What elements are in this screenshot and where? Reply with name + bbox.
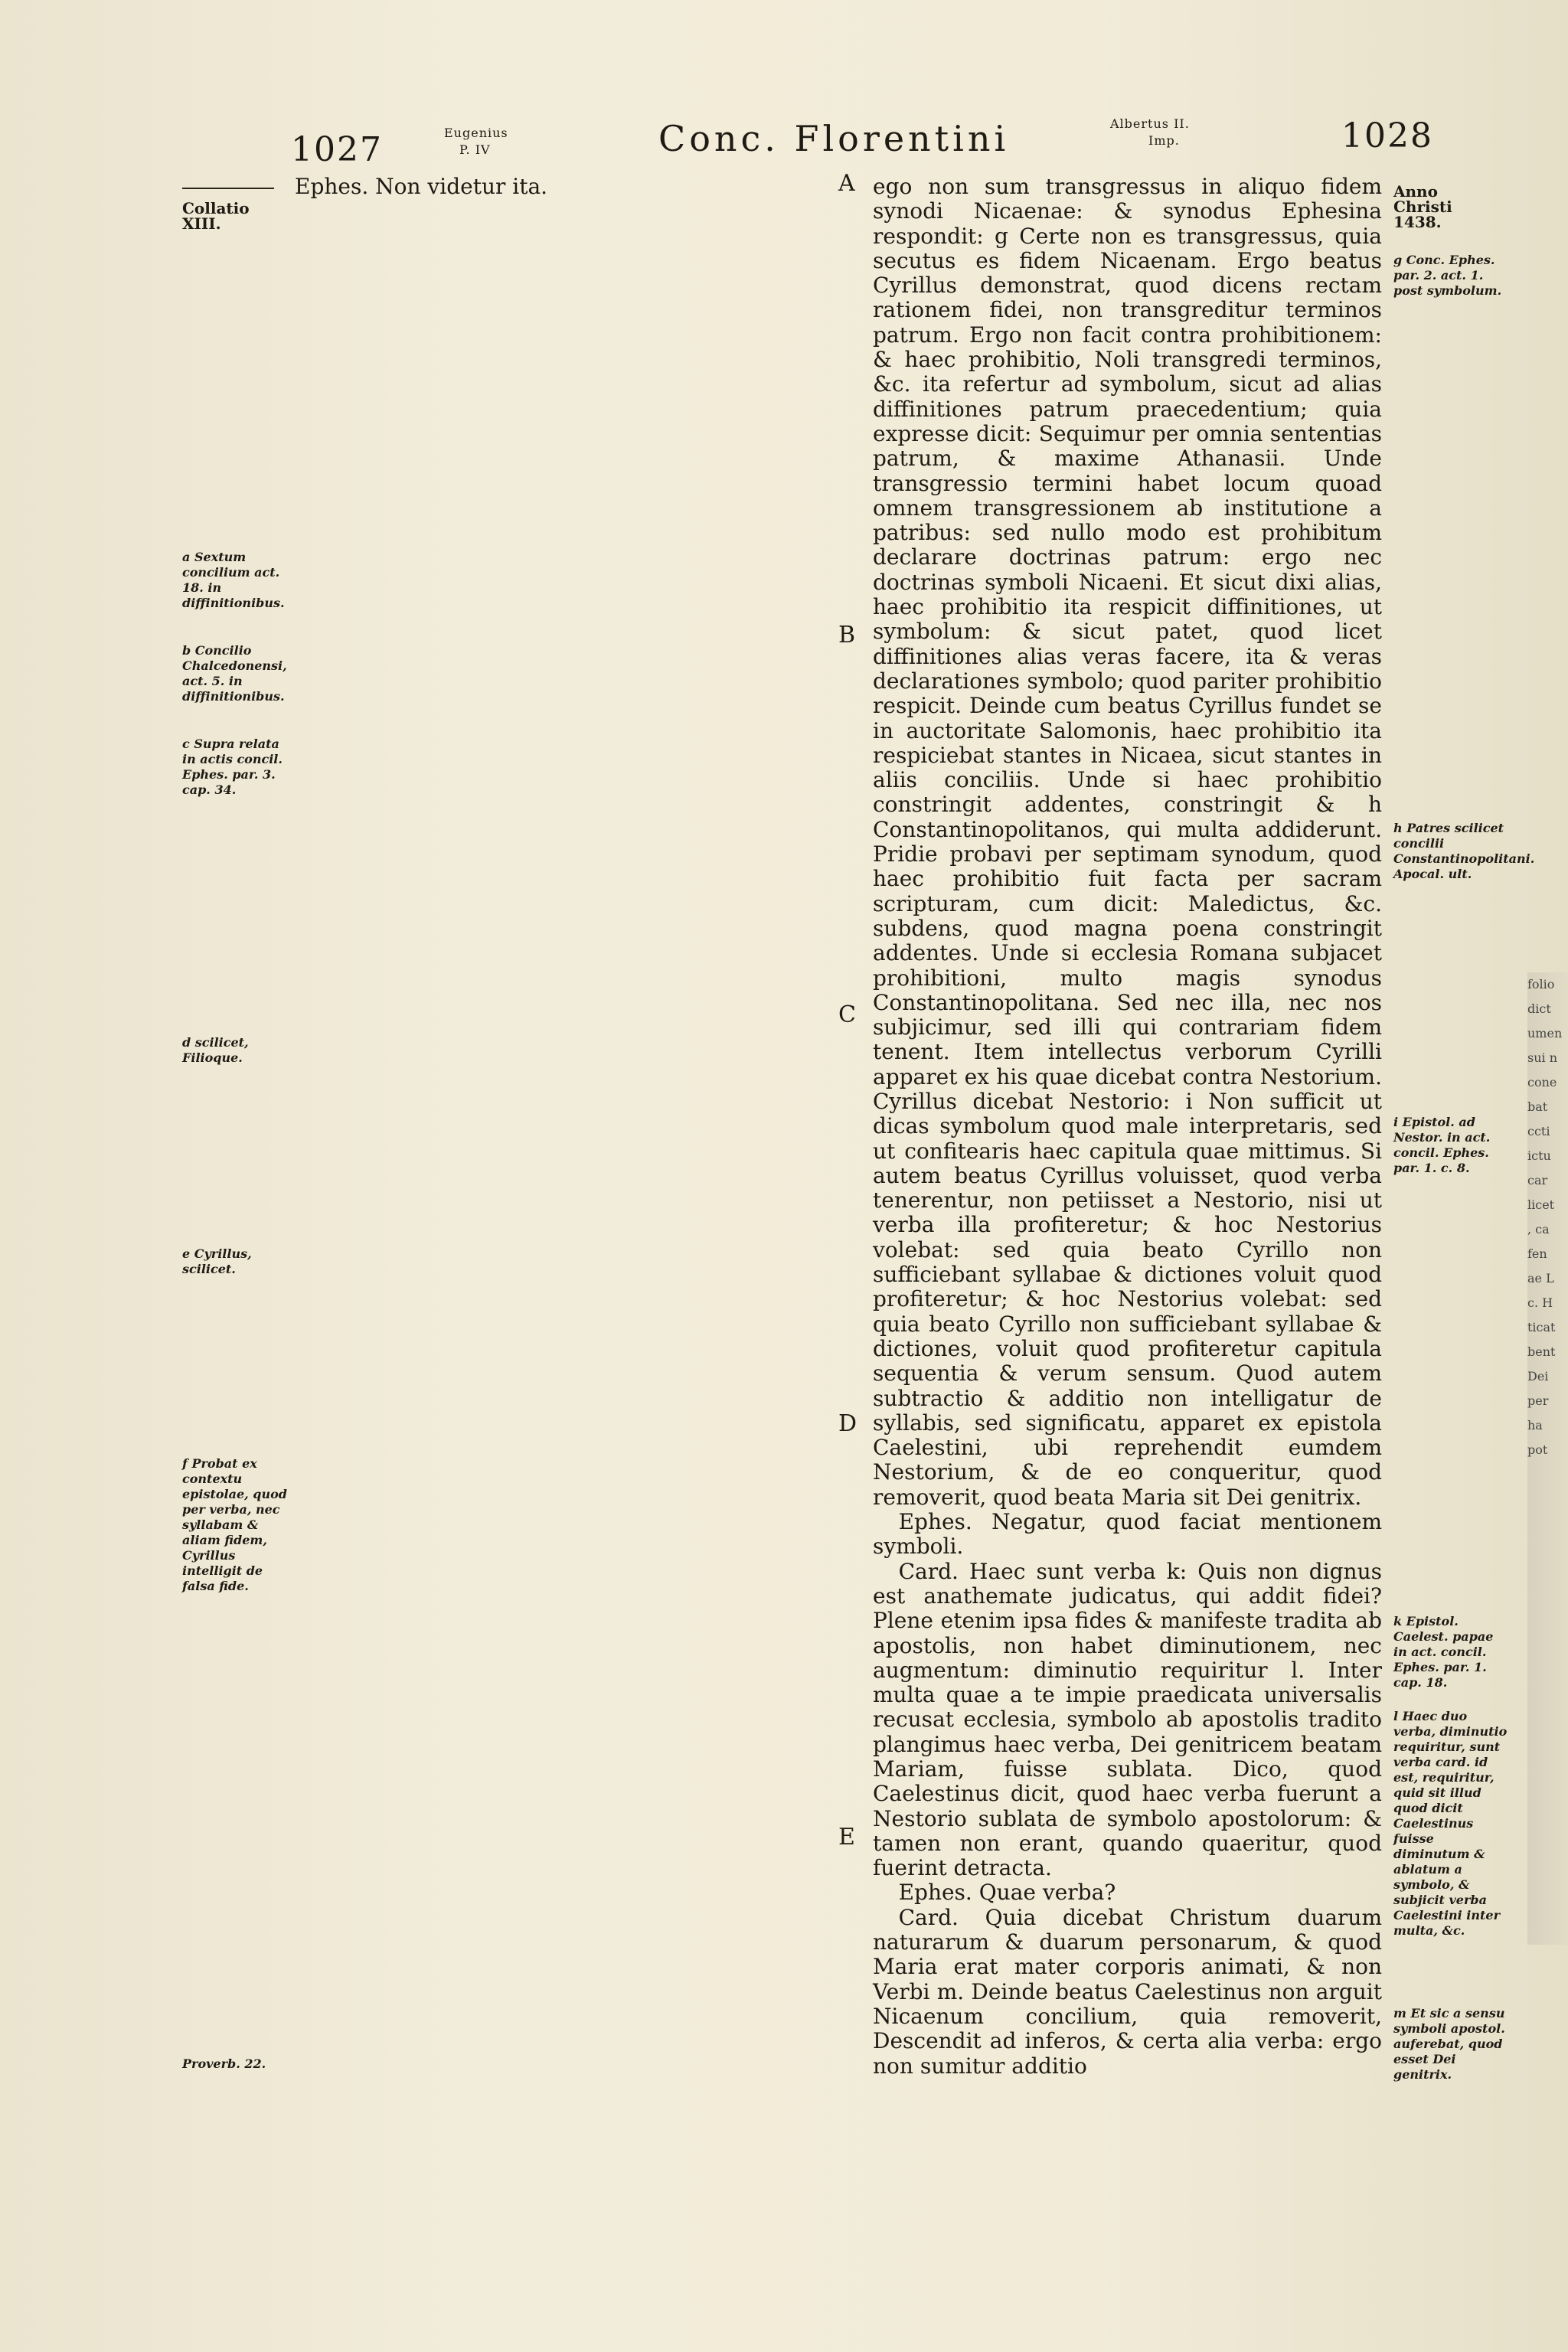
edge-fragment: ae L (1527, 1271, 1554, 1285)
margin-note-proverb: Proverb. 22. (182, 2056, 266, 2071)
margin-note-g: g Conc. Ephes. par. 2. act. 1. post symbolum. (1393, 253, 1502, 298)
edge-fragment: ccti (1527, 1124, 1550, 1138)
left-page-number: 1027 (291, 130, 383, 169)
edge-fragment: cone (1527, 1075, 1557, 1089)
edge-fragment: ha (1527, 1418, 1543, 1432)
margin-note-f: f Probat ex contextu epistolae, quod per verba, nec syllabam & aliam fidem, Cyrillus intelligit de falsa fide. (182, 1456, 287, 1593)
margin-note-h: h Patres scilicet concilii Constantinopolitani. Apocal. ult. (1393, 821, 1535, 881)
right-column (873, 175, 1382, 2079)
margin-note-d: d scilicet, Filioque. (182, 1035, 249, 1065)
page-title: Conc. Florentini (658, 118, 1010, 159)
edge-fragment: dict (1527, 1001, 1551, 1016)
adjacent-page-edge (1527, 972, 1568, 1945)
left-column (295, 175, 831, 199)
margin-note-c: c Supra relata in actis concil. Ephes. par. 3. cap. 34. (182, 737, 283, 797)
edge-fragment: licet (1527, 1197, 1555, 1212)
margin-note-l: l Haec duo verba, diminutio requiritur, sunt verba card. id est, requiritur, quid sit illud quod dicit Caelestinus fuisse diminutum & ablatum a symbolo, & subjicit verba Caelestini inter multa, &c. (1393, 1709, 1508, 1938)
right-header-small-1: Albertus II. (1110, 116, 1190, 131)
right-paragraph-1: ego non sum transgressus in aliquo fidem synodi Nicaenae: & synodus Ephesina respondit: g Certe non es transgressus, quia secutus es fidem Nicaenam. Ergo beatus Cyrillus demonstrat, quod dicens rectam rationem fidei, non transgreditur terminos patrum. Ergo non facit contra prohibitionem: & haec prohibitio, Noli transgredi terminos, &c. ita refertur ad symbolum, sicut ad alias diffinitiones patrum praecedentium; quia expresse dicit: Sequimur per omnia sententias patrum, & maxime Athanasii. Unde transgressio termini habet locum quoad omnem transgressionem ab institutione a patribus: sed nullo modo est prohibitum declarare doctrinas patrum: ergo nec doctrinas symboli Nicaeni. Et sicut dixi alias, haec prohibitio ita respicit diffinitiones, ut symbolum: & sicut patet, quod licet diffinitiones alias veras facere, ita & veras declarationes symbolo; quod pariter prohibitio respicit. Deinde cum beatus Cyrillus fundet se in auctoritate Salomonis, haec prohibitio ita respiciebat stantes in Nicaea, sicut stantes in aliis conciliis. Unde si haec prohibitio constringit addentes, constringit & h Constantinopolitanos, qui multa addiderunt. Pridie probavi per septimam synodum, quod haec prohibitio fuit facta per sacram scripturam, cum dicit: Maledictus, &c. subdens, quod magna poena constringit addentes. Unde si ecclesia Romana subjacet prohibitioni, multo magis synodus Constantinopolitana. Sed nec illa, nec nos subjicimur, sed illi qui contrariam fidem tenent. Item intellectus verborum Cyrilli apparet ex his quae dicebat contra Nestorium. Cyrillus dicebat Nestorio: i Non sufficit ut dicas symbolum quod male interpretaris, sed ut confitearis haec capitula quae mittimus. Si autem beatus Cyrillus voluisset, quod verba tenerentur, non petiisset a Nestorio, nisi ut verba illa profiteretur; & hoc Nestorius volebat: sed quia beato Cyrillo non sufficiebant syllabae & dictiones voluit quod profiteretur; & hoc Nestorius volebat: sed quia beato Cyrillo non sufficiebant syllabae & dictiones, voluit quod profiteretur capitula sequentia & verum sensum. Quod autem subtractio & additio non intelligatur de syllabis, sed significatu, apparet ex epistola Caelestini, ubi reprehendit eumdem Nestorium, & de eo conqueritur, quod removerit, quod beata Maria sit Dei genitrix. (873, 174, 1382, 1510)
edge-fragment: bat (1527, 1099, 1548, 1114)
margin-note-k: k Epistol. Caelest. papae in act. concil. Ephes. par. 1. cap. 18. (1393, 1614, 1494, 1690)
margin-rule (182, 188, 274, 189)
edge-fragment: c. H (1527, 1295, 1553, 1310)
margin-note-a: a Sextum concilium act. 18. in diffinitionibus. (182, 550, 285, 610)
section-letter-e: E (838, 1824, 855, 1851)
right-paragraph-4: Ephes. Quae verba? (898, 1880, 1116, 1906)
edge-fragment: ticat (1527, 1320, 1556, 1334)
edge-fragment: , ca (1527, 1222, 1550, 1236)
right-paragraph-3: Card. Haec sunt verba k: Quis non dignus est anathemate judicatus, qui addit fidei? Plene etenim ipsa fides & manifeste tradita ab apostolis, non habet diminutionem, nec augmentum: diminutio requiritur l. Inter multa quae a te impie praedicata universalis recusat ecclesia, symbolo ab apostolis tradito plangimus haec verba, Dei genitricem beatam Mariam, fuisse sublata. Dico, quod Caelestinus dicit, quod haec verba fuerunt a Nestorio sublata de symbolo apostolorum: & tamen non erant, quando quaeritur, quod fuerint detracta. (873, 1558, 1382, 1881)
left-paragraph: Ephes. Non videtur ita. (295, 174, 548, 199)
section-letter-d: D (838, 1410, 858, 1437)
edge-fragment: bent (1527, 1344, 1556, 1359)
collatio-note: Collatio XIII. (182, 199, 250, 233)
left-header-small-2: P. IV (459, 142, 491, 157)
edge-fragment: pot (1527, 1442, 1548, 1457)
margin-note-b: b Concilio Chalcedonensi, act. 5. in diffinitionibus. (182, 643, 287, 704)
edge-fragment: sui n (1527, 1050, 1558, 1065)
section-letter-a: A (838, 170, 855, 197)
section-letter-c: C (838, 1001, 856, 1028)
edge-fragment: per (1527, 1393, 1549, 1408)
margin-note-i: i Epistol. ad Nestor. in act. concil. Ephes. par. 1. c. 8. (1393, 1115, 1491, 1175)
edge-fragment: folio (1527, 977, 1555, 991)
margin-note-m: m Et sic a sensu symboli apostol. auferebat, quod esset Dei genitrix. (1393, 2006, 1505, 2082)
edge-fragment: car (1527, 1173, 1548, 1187)
right-paragraph-5: Card. Quia dicebat Christum duarum naturarum & duarum personarum, & quod Maria erat mater corporis animati, & non Verbi m. Deinde beatus Caelestinus non arguit Nicaenum concilium, quia removerit, Descendit ad inferos, & certa alia verba: ergo non sumitur additio (873, 1904, 1382, 2079)
section-letter-b: B (838, 622, 856, 648)
left-header-small-1: Eugenius (444, 126, 508, 140)
edge-fragment: Dei (1527, 1369, 1549, 1383)
right-page-number: 1028 (1341, 116, 1433, 155)
anno-christi-note: Anno Christi 1438. (1393, 182, 1452, 231)
edge-fragment: ictu (1527, 1148, 1551, 1163)
right-paragraph-2: Ephes. Negatur, quod faciat mentionem symboli. (873, 1509, 1382, 1560)
edge-fragment: umen (1527, 1026, 1563, 1040)
margin-note-e: e Cyrillus, scilicet. (182, 1246, 252, 1276)
edge-fragment: fen (1527, 1246, 1547, 1261)
right-header-small-2: Imp. (1148, 133, 1180, 148)
running-header (0, 115, 1568, 168)
